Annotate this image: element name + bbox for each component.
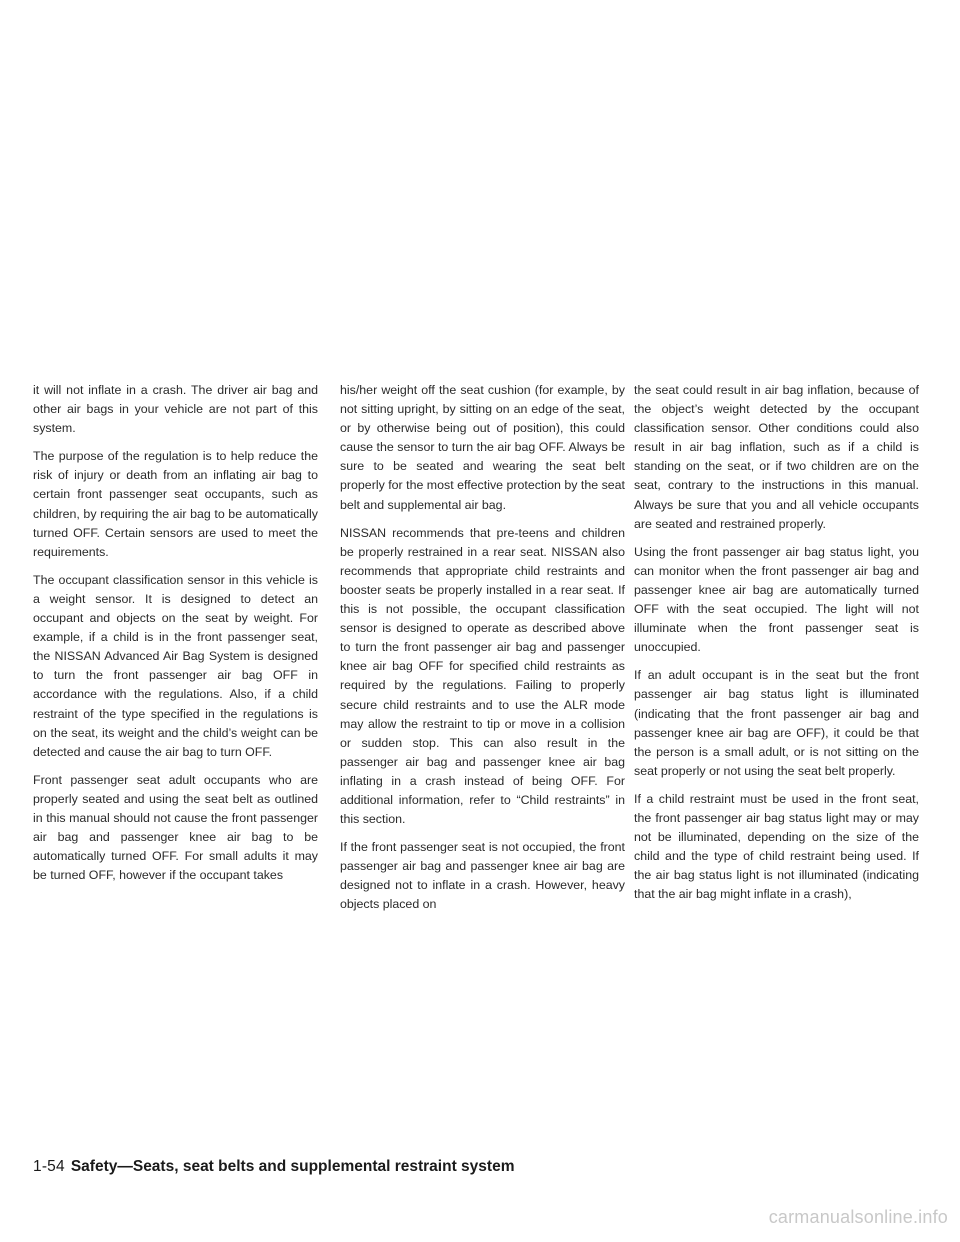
paragraph: The purpose of the regulation is to help reduce the risk of injury or death from an inflating air bag to certain front passenger seat occupants, such as children, by requiring the air bag to be automatically turned OFF. Certain sensors are used to meet the requirements. [33,449,318,559]
paragraph: Using the front passenger air bag status light, you can monitor when the front passenger air bag and passenger knee air bag are automatically turned OFF with the seat occupied. The light will not illuminate when the front passenger seat is unoccupied. [634,544,919,655]
paragraph: If an adult occupant is in the seat but the front passenger air bag status light is illuminated (indicating that the front passenger air bag and passenger knee air bag are OFF), it could be that the person is a small adult, or is not sitting on the seat properly or not using the seat belt properly. [634,668,919,778]
paragraph: his/her weight off the seat cushion (for example, by not sitting upright, by sitting on an edge of the seat, or by otherwise being out of position), this could cause the sensor to turn the air bag OFF. Always be sure to be seated and wearing the seat belt properly for the most effective protection by the seat belt and supplemental air bag. [340,383,625,512]
paragraph: If the front passenger seat is not occupied, the front passenger air bag and passenger knee air bag are designed not to inflate in a crash. However, heavy objects placed on [340,840,625,912]
text-column-2 [340,381,625,924]
text-column-3 [634,381,919,913]
paragraph: The occupant classification sensor in this vehicle is a weight sensor. It is designed to detect an occupant and objects on the seat by weight. For example, if a child is in the front passenger seat, the NISSAN Advanced Air Bag System is designed to turn the front passenger air bag OFF in accordance with the regulations. Also, if a child restraint of the type specified in the regulations is on the seat, its weight and the child’s weight can be detected and cause the air bag to turn OFF. [33,572,318,759]
page-footer [33,1157,633,1177]
text-column-1 [33,381,318,894]
paragraph: it will not inflate in a crash. The driver air bag and other air bags in your vehicle are not part of this system. [33,383,318,436]
paragraph: If a child restraint must be used in the front seat, the front passenger air bag status light may or may not be illuminated, depending on the size of the child and the type of child restraint being used. If the air bag status light is not illuminated (indicating that the air bag might inflate in a crash), [634,791,919,902]
paragraph: the seat could result in air bag inflation, because of the object’s weight detected by the occupant classification sensor. Other conditions could also result in air bag inflation, such as if a child is standing on the seat, or if two children are on the seat, contrary to the instructions in this manual. Always be sure that you and all vehicle occupants are seated and restrained properly. [634,383,919,531]
paragraph: NISSAN recommends that pre-teens and children be properly restrained in a rear seat. NISSAN also recommends that appropriate child restraints and booster seats be properly installed in a rear seat. If this is not possible, the occupant classification sensor is designed to operate as described above to turn the front passenger air bag and passenger knee air bag OFF for specified child restraints as required by the regulations. Failing to properly secure child restraints and to use the ALR mode may allow the restraint to tip or move in a collision or sudden stop. This can also result in the passenger air bag and passenger knee air bag inflating in a crash instead of being OFF. For additional information, refer to “Child restraints” in this section. [340,525,625,827]
paragraph: Front passenger seat adult occupants who are properly seated and using the seat belt as outlined in this manual should not cause the front passenger air bag and passenger knee air bag to be automatically turned OFF. For small adults it may be turned OFF, however if the occupant takes [33,772,318,883]
section-title: Safety—Seats, seat belts and supplemental restraint system [70,1158,515,1175]
watermark: carmanualsonline.info [768,1207,948,1227]
page-number: 1-54 [33,1158,65,1175]
